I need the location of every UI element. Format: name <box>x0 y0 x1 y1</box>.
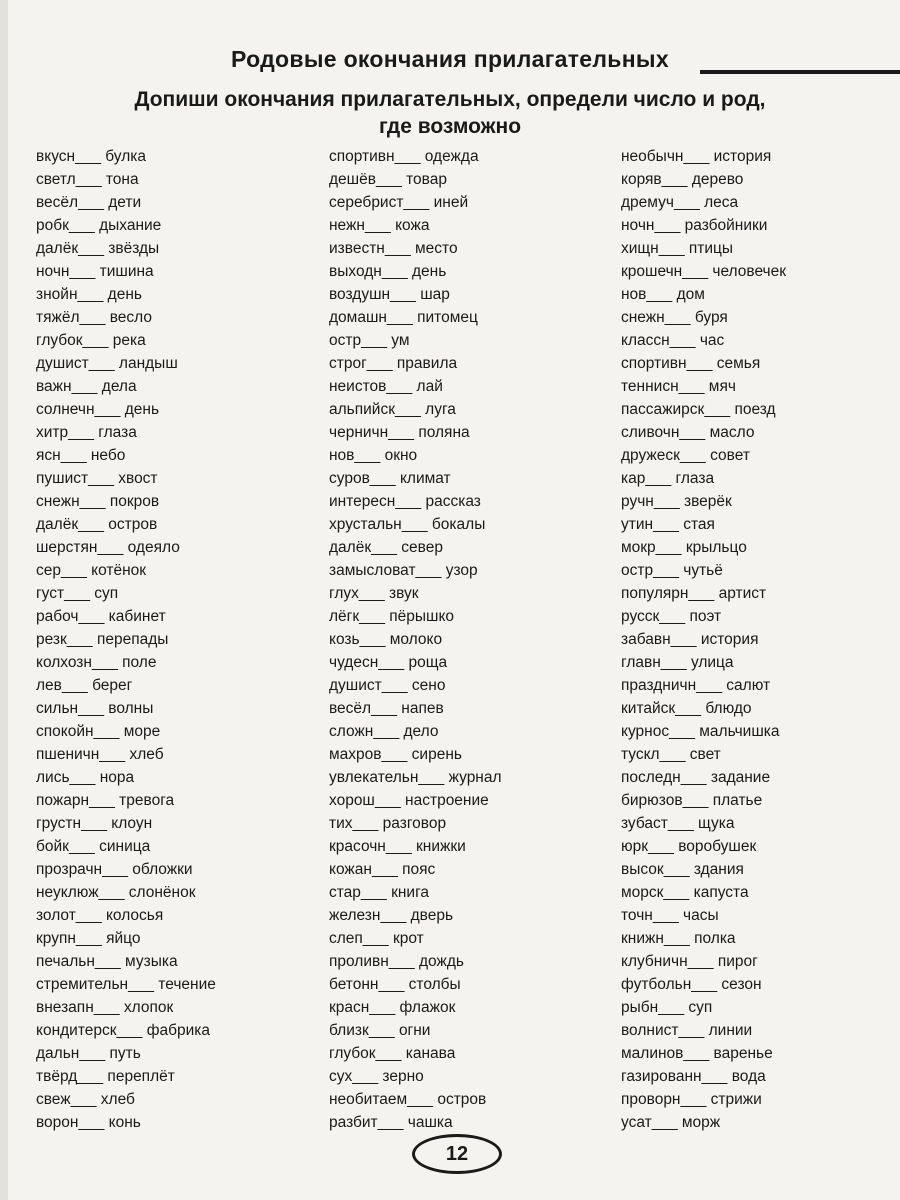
exercise-item: пшеничн___ хлеб <box>36 746 164 763</box>
exercise-item: главн___ улица <box>621 654 734 671</box>
exercise-item: морск___ капуста <box>621 884 749 901</box>
exercise-item: разбит___ чашка <box>329 1114 453 1131</box>
exercise-item: пожарн___ тревога <box>36 792 175 809</box>
exercise-item: грустн___ клоун <box>36 815 153 832</box>
page-edge <box>0 0 8 1200</box>
exercise-item: крупн___ яйцо <box>36 930 141 947</box>
exercise-item: русск___ поэт <box>621 608 722 625</box>
exercise-column-2 <box>329 145 502 1134</box>
exercise-item: нов___ дом <box>621 286 705 303</box>
exercise-item: далёк___ звёзды <box>36 240 160 257</box>
exercise-item: печальн___ музыка <box>36 953 178 970</box>
exercise-item: тяжёл___ весло <box>36 309 152 326</box>
exercise-item: душист___ ландыш <box>36 355 178 372</box>
exercise-item: ворон___ конь <box>36 1114 141 1131</box>
exercise-item: популярн___ артист <box>621 585 767 602</box>
exercise-column-3 <box>621 145 786 1134</box>
exercise-item: спокойн___ море <box>36 723 161 740</box>
exercise-item: остр___ ум <box>329 332 410 349</box>
exercise-item: коряв___ дерево <box>621 171 744 188</box>
exercise-item: высок___ здания <box>621 861 744 878</box>
exercise-item: домашн___ питомец <box>329 309 478 326</box>
exercise-item: лись___ нора <box>36 769 135 786</box>
exercise-item: колхозн___ поле <box>36 654 157 671</box>
exercise-item: волнист___ линии <box>621 1022 753 1039</box>
exercise-item: шерстян___ одеяло <box>36 539 180 556</box>
exercise-item: воздушн___ шар <box>329 286 450 303</box>
exercise-item: золот___ колосья <box>36 907 164 924</box>
exercise-item: бетонн___ столбы <box>329 976 461 993</box>
exercise-item: густ___ суп <box>36 585 119 602</box>
exercise-item: кожан___ пояс <box>329 861 436 878</box>
exercise-item: стремительн___ течение <box>36 976 216 993</box>
exercise-item: теннисн___ мяч <box>621 378 736 395</box>
exercise-item: выходн___ день <box>329 263 447 280</box>
exercise-item: вкусн___ булка <box>36 148 146 165</box>
exercise-item: хитр___ глаза <box>36 424 137 441</box>
exercise-item: известн___ место <box>329 240 458 257</box>
exercise-item: неистов___ лай <box>329 378 443 395</box>
exercise-item: неуклюж___ слонёнок <box>36 884 196 901</box>
exercise-item: крошечн___ человечек <box>621 263 787 280</box>
exercise-item: внезапн___ хлопок <box>36 999 174 1016</box>
exercise-item: светл___ тона <box>36 171 139 188</box>
exercise-item: красочн___ книжки <box>329 838 466 855</box>
exercise-item: рабоч___ кабинет <box>36 608 166 625</box>
exercise-item: весёл___ дети <box>36 194 142 211</box>
exercise-item: ручн___ зверёк <box>621 493 732 510</box>
exercise-item: глух___ звук <box>329 585 419 602</box>
exercise-item: тускл___ свет <box>621 746 721 763</box>
exercise-item: слеп___ крот <box>329 930 424 947</box>
exercise-item: лев___ берег <box>36 677 133 694</box>
exercise-column-1 <box>36 145 216 1134</box>
exercise-item: кар___ глаза <box>621 470 715 487</box>
exercise-item: строг___ правила <box>329 355 458 372</box>
exercise-item: книжн___ полка <box>621 930 736 947</box>
exercise-item: махров___ сирень <box>329 746 462 763</box>
exercise-item: душист___ сено <box>329 677 446 694</box>
exercise-item: малинов___ варенье <box>621 1045 773 1062</box>
exercise-item: классн___ час <box>621 332 725 349</box>
exercise-item: футбольн___ сезон <box>621 976 762 993</box>
exercise-item: утин___ стая <box>621 516 715 533</box>
exercise-item: твёрд___ переплёт <box>36 1068 175 1085</box>
exercise-item: далёк___ север <box>329 539 443 556</box>
page-number: 12 <box>412 1134 502 1174</box>
exercise-item: резк___ перепады <box>36 631 169 648</box>
exercise-item: хищн___ птицы <box>621 240 734 257</box>
exercise-item: козь___ молоко <box>329 631 443 648</box>
exercise-item: далёк___ остров <box>36 516 158 533</box>
exercise-item: спортивн___ одежда <box>329 148 479 165</box>
exercise-item: солнечн___ день <box>36 401 160 418</box>
exercise-item: юрк___ воробушек <box>621 838 757 855</box>
exercise-item: чудесн___ роща <box>329 654 448 671</box>
exercise-item: стар___ книга <box>329 884 430 901</box>
exercise-item: необычн___ история <box>621 148 772 165</box>
exercise-item: лёгк___ пёрышко <box>329 608 455 625</box>
exercise-item: бойк___ синица <box>36 838 151 855</box>
exercise-item: бирюзов___ платье <box>621 792 763 809</box>
exercise-item: дремуч___ леса <box>621 194 739 211</box>
exercise-item: важн___ дела <box>36 378 137 395</box>
exercise-item: тих___ разговор <box>329 815 447 832</box>
exercise-item: сух___ зерно <box>329 1068 424 1085</box>
exercise-item: ясн___ небо <box>36 447 126 464</box>
exercise-item: снежн___ покров <box>36 493 160 510</box>
exercise-item: рыбн___ суп <box>621 999 713 1016</box>
exercise-item: хрустальн___ бокалы <box>329 516 486 533</box>
exercise-item: глубок___ канава <box>329 1045 456 1062</box>
exercise-item: курнос___ мальчишка <box>621 723 780 740</box>
exercise-item: суров___ климат <box>329 470 451 487</box>
exercise-item: мокр___ крыльцо <box>621 539 747 556</box>
exercise-item: сложн___ дело <box>329 723 439 740</box>
exercise-item: красн___ флажок <box>329 999 456 1016</box>
exercise-item: знойн___ день <box>36 286 142 303</box>
exercise-item: хорош___ настроение <box>329 792 489 809</box>
exercise-item: серебрист___ иней <box>329 194 469 211</box>
exercise-item: замысловат___ узор <box>329 562 478 579</box>
exercise-item: пассажирск___ поезд <box>621 401 776 418</box>
exercise-item: усат___ морж <box>621 1114 721 1131</box>
exercise-item: робк___ дыхание <box>36 217 162 234</box>
exercise-item: черничн___ поляна <box>329 424 470 441</box>
exercise-item: глубок___ река <box>36 332 146 349</box>
exercise-item: сер___ котёнок <box>36 562 147 579</box>
exercise-item: проливн___ дождь <box>329 953 464 970</box>
exercise-item: зубаст___ щука <box>621 815 735 832</box>
exercise-item: остр___ чутьё <box>621 562 723 579</box>
title-rule <box>700 70 900 74</box>
exercise-item: забавн___ история <box>621 631 759 648</box>
exercise-item: спортивн___ семья <box>621 355 761 372</box>
exercise-item: китайск___ блюдо <box>621 700 752 717</box>
exercise-item: прозрачн___ обложки <box>36 861 193 878</box>
instruction <box>0 86 900 140</box>
exercise-item: пушист___ хвост <box>36 470 158 487</box>
exercise-item: клубничн___ пирог <box>621 953 758 970</box>
exercise-item: нежн___ кожа <box>329 217 430 234</box>
instruction-line-1: Допиши окончания прилагательных, определи число и род, <box>134 88 766 111</box>
exercise-item: газированн___ вода <box>621 1068 766 1085</box>
page-title: Родовые окончания прилагательных <box>231 46 669 72</box>
exercise-item: свеж___ хлеб <box>36 1091 135 1108</box>
instruction-line-2: где возможно <box>378 115 522 138</box>
exercise-item: дружеск___ совет <box>621 447 750 464</box>
exercise-item: интересн___ рассказ <box>329 493 481 510</box>
exercise-item: дальн___ путь <box>36 1045 141 1062</box>
exercise-item: сильн___ волны <box>36 700 154 717</box>
exercise-item: дешёв___ товар <box>329 171 447 188</box>
exercise-item: точн___ часы <box>621 907 719 924</box>
exercise-item: железн___ дверь <box>329 907 454 924</box>
exercise-item: праздничн___ салют <box>621 677 771 694</box>
exercise-item: сливочн___ масло <box>621 424 755 441</box>
exercise-item: альпийск___ луга <box>329 401 456 418</box>
exercise-item: последн___ задание <box>621 769 771 786</box>
exercise-item: кондитерск___ фабрика <box>36 1022 210 1039</box>
exercise-item: снежн___ буря <box>621 309 728 326</box>
exercise-item: ночн___ тишина <box>36 263 154 280</box>
exercise-item: увлекательн___ журнал <box>329 769 502 786</box>
exercise-item: близк___ огни <box>329 1022 431 1039</box>
exercise-item: нов___ окно <box>329 447 418 464</box>
exercise-item: ночн___ разбойники <box>621 217 768 234</box>
exercise-item: необитаем___ остров <box>329 1091 487 1108</box>
exercise-item: весёл___ напев <box>329 700 444 717</box>
exercise-item: проворн___ стрижи <box>621 1091 762 1108</box>
